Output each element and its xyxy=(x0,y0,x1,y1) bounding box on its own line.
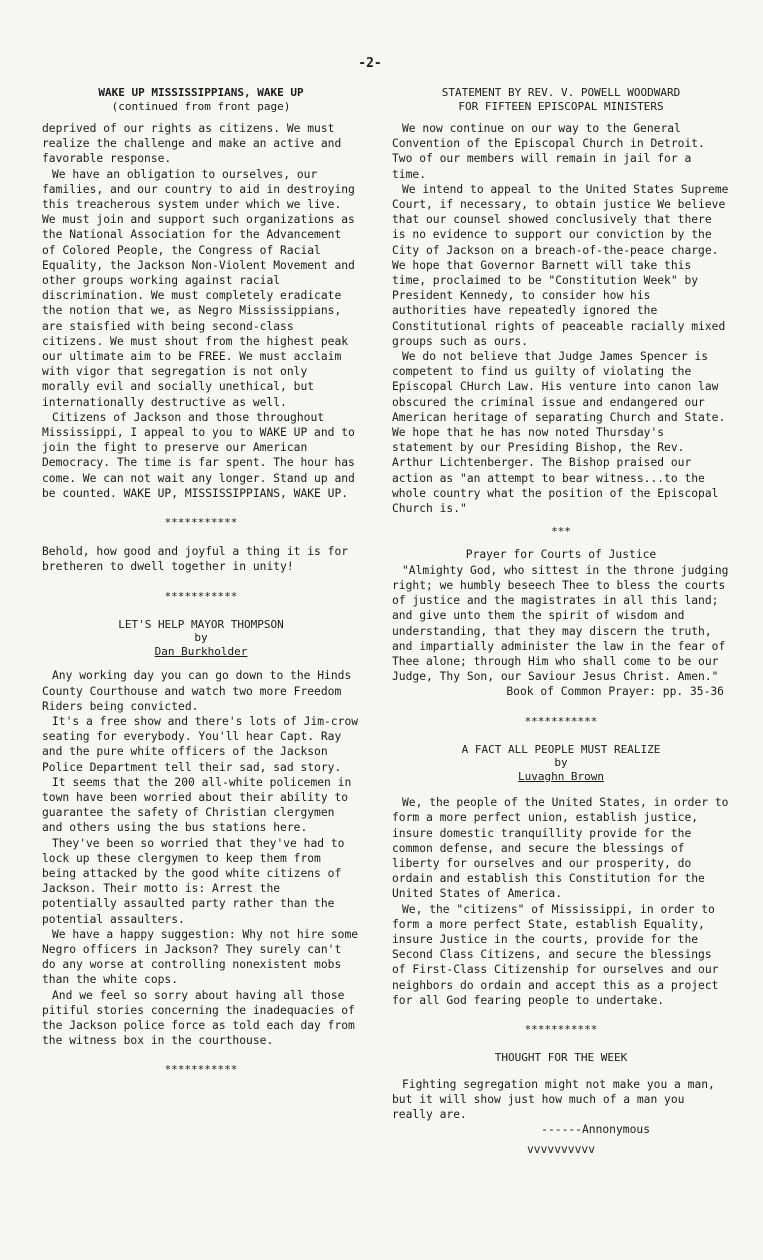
scripture-quote: Behold, how good and joyful a thing it is for bretheren to dwell together in unity! xyxy=(42,545,349,574)
article-title: THOUGHT FOR THE WEEK xyxy=(494,1051,628,1065)
article-fact xyxy=(392,743,730,1008)
article-title: LET'S HELP MAYOR THOMPSON xyxy=(118,617,284,631)
byline-by: by xyxy=(194,631,208,645)
paragraph: We do not believe that Judge James Spencer is competent to find us guilty of violating the Episcopal CHurch Law. His venture into canon law obscured the criminal issue and endangered our American heritage of separating Church and State. We hope that he has now noted Thursday's statement by our Presiding Bishop, the Rev. Arthur Lichtenberger. The Bishop praised our action as "an attempt to bear witness...to the whole country what the position of the Episcopal Church is." xyxy=(392,350,726,516)
author-name: Dan Burkholder xyxy=(154,644,248,658)
prayer-text: "Almighty God, who sittest in the throne judging right; we humbly beseech Thee to bless the courts of justice and the magistrates in all this land; and give unto them the spirit of wisdom and understanding, that they may discern the truth, and impartially administer the law in the fear of Thee alone; through Him who shall come to be our Judge, Thy Son, our Saviour Jesus Christ. Amen." xyxy=(392,563,729,684)
separator: *** xyxy=(551,525,571,539)
paragraph: And we feel so sorry about having all those pitiful stories concerning the inadequacies of the Jackson police force as told each day from the witness box in the courthouse. xyxy=(42,988,355,1048)
page-number: -2- xyxy=(358,56,382,71)
right-column xyxy=(392,86,730,1157)
separator: *********** xyxy=(164,516,238,530)
thought-signature: ------Annonymous xyxy=(541,1123,650,1137)
separator: *********** xyxy=(164,1063,238,1077)
thought-text: Fighting segregation might not make you a man, but it will show just how much of a man you really are. xyxy=(392,1077,715,1122)
paragraph: We now continue on our way to the General Convention of the Episcopal Church in Detroit. Two of our members will remain in jail for a time. xyxy=(392,122,705,181)
paragraph: We have a happy suggestion: Why not hire some Negro officers in Jackson? They surely can't do any worse at controlling nonexistent mobs than the white cops. xyxy=(42,927,359,987)
paragraph: deprived of our rights as citizens. We must realize the challenge and make an active and favorable response. xyxy=(42,122,342,166)
article-statement xyxy=(392,86,730,516)
article-subtitle: FOR FIFTEEN EPISCOPAL MINISTERS xyxy=(458,99,664,113)
paragraph: It's a free show and there's lots of Jim-crow seating for everybody. You'll hear Capt. Ray and the pure white officers of the Jackson Police Department tell their sad, sad story. xyxy=(42,715,359,774)
separator: *********** xyxy=(524,1023,598,1037)
prayer-section xyxy=(392,547,730,699)
prayer-source: Book of Common Prayer: pp. 35-36 xyxy=(506,685,724,699)
separator: *********** xyxy=(524,714,598,728)
article-wake-up xyxy=(42,86,360,501)
article-subtitle: (continued from front page) xyxy=(111,99,291,113)
prayer-title: Prayer for Courts of Justice xyxy=(465,548,657,562)
thought-for-week xyxy=(392,1051,730,1157)
separator: *********** xyxy=(164,589,238,603)
paragraph: We, the people of the United States, in order to form a more perfect union, establish justice, insure domestic tranquillity provide for the common defense, and secure the blessings of liberty for ourselves and our prosperity, do ordain and establish this Constitution for the United States of America. xyxy=(392,796,729,901)
byline-by: by xyxy=(554,756,568,770)
article-mayor-thompson xyxy=(42,618,360,1049)
left-column xyxy=(42,86,360,1092)
paragraph: Any working day you can go down to the Hinds County Courthouse and watch two more Freedom Riders being convicted. xyxy=(42,669,352,713)
paragraph: We intend to appeal to the United States Supreme Court, if necessary, to obtain justice We believe that our counsel showed conclusively that there is no evidence to support our conviction by the City of Jackson on a breach-of-the-peace charge. We hope that Governor Barnett will take this time, proclaimed to be "Constitution Week" by President Kennedy, to consider how his authorities have repeatedly ignored the Constitutional rights of peaceable racially mixed groups such as ours. xyxy=(392,182,729,348)
article-title: WAKE UP MISSISSIPPIANS, WAKE UP xyxy=(98,86,304,99)
end-mark: vvvvvvvvvv xyxy=(526,1142,595,1156)
paragraph: We, the "citizens" of Mississippi, in order to form a more perfect State, establish Equality, insure Justice in the courts, provide for the Second Class Citizens, and secure the blessings of First-Class Citizenship for ourselves and our neighbors do ordain and accept this as a project for all God fearing people to undertake. xyxy=(392,902,719,1007)
paragraph: We have an obligation to ourselves, our families, and our country to aid in destroying this treacherous system under which we live. We must join and support such organizations as the National Association for the Advancement of Colored People, the Congress of Racial Equality, the Jackson Non-Violent Movement and other groups working against racial discrimination. We must completely eradicate the notion that we, as Negro Mississippians, are staisfied with being second-class citizens. We must shout from the highest peak our ultimate aim to be FREE. We must acclaim with vigor that segregation is not only morally evil and socially unethical, but internationally destructive as well. xyxy=(42,167,355,409)
article-title: STATEMENT BY REV. V. POWELL WOODWARD xyxy=(441,86,681,99)
paragraph: It seems that the 200 all-white policemen in town have been worried about their ability to guarantee the safety of Christian clergymen and others using the bus stations here. xyxy=(42,775,352,835)
paragraph: They've been so worried that they've had to lock up these clergymen to keep them from being attacked by the good white citizens of Jackson. Their motto is: Arrest the potentially assaulted party rather than the potential assaulters. xyxy=(42,836,345,926)
paragraph: Citizens of Jackson and those throughout Mississippi, I appeal to you to WAKE UP and to join the fight to preserve our American Democracy. The time is far spent. The hour has come. We can not wait any longer. Stand up and be counted. WAKE UP, MISSISSIPPIANS, WAKE UP. xyxy=(42,410,355,500)
author-name: Luvaghn Brown xyxy=(517,769,605,783)
article-title: A FACT ALL PEOPLE MUST REALIZE xyxy=(461,742,661,756)
